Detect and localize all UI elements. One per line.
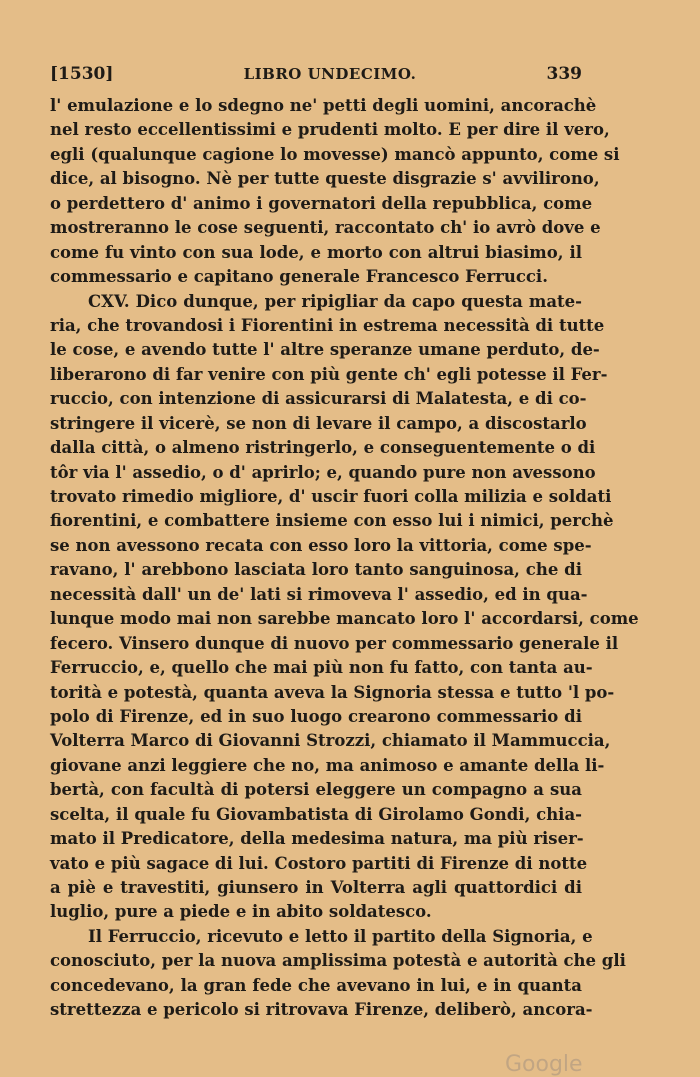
paragraph <box>50 290 639 925</box>
text-line: strettezza e pericolo si ritrovava Firenze, deliberò, ancora- <box>50 1000 593 1020</box>
text-line: scelta, il quale fu Giovambatista di Girolamo Gondi, chia- <box>50 804 582 824</box>
text-line: mostreranno le cose seguenti, raccontato ch' io avrò dove e <box>50 218 601 238</box>
text-line: ria, che trovandosi i Fiorentini in estrema necessità di tutte <box>50 315 605 335</box>
text-line: commessario e capitano generale Francesco Ferrucci. <box>50 267 548 287</box>
text-line: se non avessono recata con esso loro la vittoria, come spe- <box>50 535 592 555</box>
header-title: LIBRO UNDECIMO. <box>243 65 417 83</box>
text-line: a piè e travestiti, giunsero in Volterra agli quattordici di <box>50 878 582 897</box>
google-watermark: Google <box>505 1052 583 1077</box>
page-number: 339 <box>546 64 582 84</box>
text-line: ruccio, con intenzione di assicurarsi di Malatesta, e di co- <box>50 389 587 409</box>
text-line: fiorentini, e combattere insieme con esso lui i nimici, perchè <box>50 511 614 531</box>
text-line: Volterra Marco di Giovanni Strozzi, chiamato il Mammuccia, <box>50 731 611 751</box>
text-line: dice, al bisogno. Nè per tutte queste disgrazie s' avvilirono, <box>50 169 600 189</box>
text-line: nel resto eccellentissimi e prudenti molto. E per dire il vero, <box>50 120 610 140</box>
text-line: dalla città, o almeno ristringerlo, e conseguentemente o di <box>50 438 596 458</box>
text-line: fecero. Vinsero dunque di nuovo per commessario generale il <box>50 633 619 653</box>
text-line: ravano, l' arebbono lasciata loro tanto sanguinosa, che di <box>50 560 582 580</box>
paragraph <box>50 925 626 1023</box>
page-header <box>50 64 582 94</box>
text-line: Ferruccio, e, quello che mai più non fu fatto, con tanta au- <box>50 658 593 678</box>
text-line: vato e più sagace di lui. Costoro partiti di Firenze di notte <box>50 853 588 873</box>
text-line: necessità dall' un de' lati si rimoveva l' assedio, ed in qua- <box>50 584 588 604</box>
text-line: luglio, pure a piede e in abito soldatesco. <box>50 902 432 922</box>
text-line: lunque modo mai non sarebbe mancato loro l' accordarsi, come <box>50 609 639 629</box>
text-line: CXV. Dico dunque, per ripigliar da capo questa mate- <box>88 291 582 311</box>
text-line: conosciuto, per la nuova amplissima potestà e autorità che gli <box>50 951 626 971</box>
text-line: trovato rimedio migliore, d' uscir fuori colla milizia e soldati <box>50 487 612 506</box>
header-year: [1530] <box>50 64 114 84</box>
text-line: liberarono di far venire con più gente ch' egli potesse il Fer- <box>50 364 608 384</box>
text-line: tôr via l' assedio, o d' aprirlo; e, quando pure non avessono <box>50 462 596 482</box>
text-line: torità e potestà, quanta aveva la Signoria stessa e tutto 'l po- <box>50 682 615 702</box>
paragraph <box>50 94 620 290</box>
text-line: le cose, e avendo tutte l' altre speranze umane perduto, de- <box>50 340 600 360</box>
book-page <box>50 64 639 1023</box>
text-line: stringere il vicerè, se non di levare il campo, a discostarlo <box>50 413 587 433</box>
text-line: egli (qualunque cagione lo movesse) mancò appunto, come si <box>50 144 620 164</box>
text-line: bertà, con facultà di potersi eleggere un compagno a sua <box>50 780 582 800</box>
text-line: come fu vinto con sua lode, e morto con altrui biasimo, il <box>50 242 582 262</box>
text-line: o perdettero d' animo i governatori della repubblica, come <box>50 193 593 213</box>
text-line: giovane anzi leggiere che no, ma animoso e amante della li- <box>50 755 605 775</box>
text-line: mato il Predicatore, della medesima natura, ma più riser- <box>50 829 584 849</box>
text-line: concedevano, la gran fede che avevano in lui, e in quanta <box>50 975 582 995</box>
body-text <box>50 94 639 1023</box>
text-line: Il Ferruccio, ricevuto e letto il partito della Signoria, e <box>88 926 593 946</box>
text-line: l' emulazione e lo sdegno ne' petti degli uomini, ancorachè <box>50 96 597 115</box>
text-line: polo di Firenze, ed in suo luogo crearono commessario di <box>50 706 582 726</box>
